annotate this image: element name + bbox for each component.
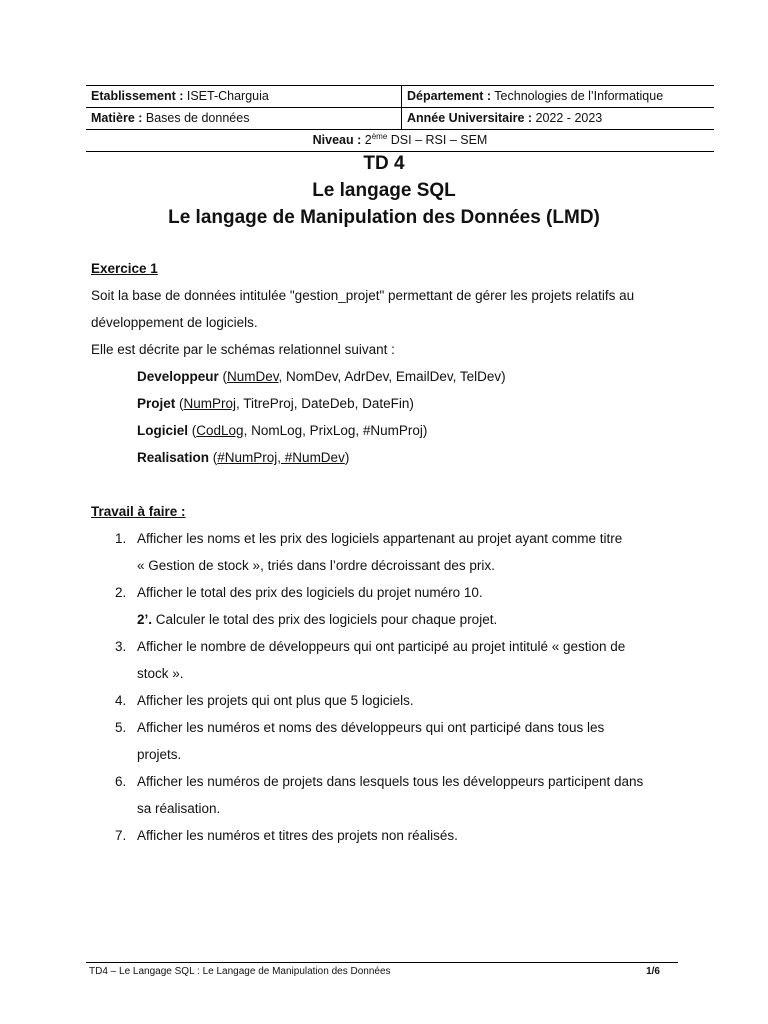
schema-real-key: #NumProj, #NumDev <box>217 450 345 465</box>
schema-logiciel: Logiciel (CodLog, NomLog, PrixLog, #NumProj) <box>137 423 428 438</box>
task-subitem <box>137 606 677 633</box>
header-row-2 <box>86 108 714 130</box>
annee-value: 2022 - 2023 <box>535 111 603 125</box>
annee-cell <box>402 108 714 129</box>
exercice-heading: Exercice 1 <box>91 261 158 276</box>
niveau-label: Niveau : <box>312 133 362 147</box>
task-text: Afficher les numéros de projets dans lesquels tous les développeurs participent dans <box>137 774 644 789</box>
intro-line-3: Elle est décrite par le schémas relationnel suivant : <box>91 342 395 357</box>
task-subitem-text: Calculer le total des prix des logiciels pour chaque projet. <box>152 612 498 627</box>
task-item-3 <box>91 633 677 687</box>
task-item-7 <box>91 822 677 849</box>
title-block <box>0 150 768 231</box>
footer-text: TD4 – Le Langage SQL : Le Langage de Manipulation des Données <box>89 966 391 977</box>
schema-log-attrs: , NomLog, PrixLog, #NumProj) <box>243 423 428 438</box>
matiere-cell <box>86 108 402 129</box>
schema-realisation: Realisation (#NumProj, #NumDev) <box>137 450 350 465</box>
task-item-6 <box>91 768 677 822</box>
task-text: Afficher les noms et les prix des logiciels appartenant au projet ayant comme titre <box>137 531 623 546</box>
task-number: 5. <box>115 720 127 735</box>
task-text: Afficher les projets qui ont plus que 5 logiciels. <box>137 693 414 708</box>
task-subitem-number: 2’. <box>137 612 153 627</box>
task-text: Afficher les numéros et noms des développeurs qui ont participé dans tous les <box>137 720 605 735</box>
intro-line-1: Soit la base de données intitulée "gestion_projet" permettant de gérer les projets relatifs au <box>91 288 635 303</box>
task-text: Afficher le nombre de développeurs qui ont participé au projet intitulé « gestion de <box>137 639 626 654</box>
schema-proj-key: NumProj <box>183 396 237 411</box>
page-footer <box>86 962 678 981</box>
etablissement-cell <box>86 86 402 107</box>
departement-cell <box>402 86 714 107</box>
title-sql: Le langage SQL <box>312 180 456 201</box>
travail-heading: Travail à faire : <box>91 504 186 519</box>
task-item-2 <box>91 579 677 633</box>
matiere-value: Bases de données <box>145 111 250 125</box>
header-table <box>86 85 714 152</box>
schema-real-name: Realisation <box>137 450 210 465</box>
schema-log-key: CodLog <box>196 423 244 438</box>
schema-developpeur: Developpeur (NumDev, NomDev, AdrDev, EmailDev, TelDev) <box>137 369 506 384</box>
task-list <box>91 525 677 849</box>
task-item-1 <box>91 525 677 579</box>
niveau-num: 2 <box>364 133 372 147</box>
schema-projet: Projet (NumProj, TitreProj, DateDeb, DateFin) <box>137 396 414 411</box>
document-body <box>91 255 677 849</box>
schema-proj-name: Projet <box>137 396 176 411</box>
task-text-cont: « Gestion de stock », triés dans l’ordre décroissant des prix. <box>137 558 495 573</box>
title-td: TD 4 <box>363 153 405 174</box>
task-text-cont: stock ». <box>137 666 184 681</box>
schema-log-name: Logiciel <box>137 423 189 438</box>
task-number: 6. <box>115 774 127 789</box>
etablissement-label: Etablissement : <box>91 89 184 103</box>
matiere-label: Matière : <box>91 111 143 125</box>
departement-value: Technologies de l’Informatique <box>494 89 664 103</box>
niveau-rest: DSI – RSI – SEM <box>390 133 488 147</box>
etablissement-value: ISET-Charguia <box>186 89 269 103</box>
page-number: 1/6 <box>646 966 660 977</box>
task-text-cont: projets. <box>137 747 182 762</box>
task-number: 4. <box>115 693 127 708</box>
schema-dev-key: NumDev <box>227 369 279 384</box>
niveau-sup: ème <box>371 131 388 141</box>
schema-proj-attrs: , TitreProj, DateDeb, DateFin) <box>236 396 414 411</box>
departement-label: Département : <box>407 89 492 103</box>
task-number: 7. <box>115 828 127 843</box>
title-lmd: Le langage de Manipulation des Données (LMD) <box>168 207 600 228</box>
task-text-cont: sa réalisation. <box>137 801 221 816</box>
task-number: 3. <box>115 639 127 654</box>
task-number: 1. <box>115 531 127 546</box>
task-item-5 <box>91 714 677 768</box>
task-number: 2. <box>115 585 127 600</box>
header-row-1 <box>86 85 714 108</box>
schema-real-attrs: ) <box>344 450 350 465</box>
task-text: Afficher le total des prix des logiciels du projet numéro 10. <box>137 585 483 600</box>
annee-label: Année Universitaire : <box>407 111 533 125</box>
schema-dev-name: Developpeur <box>137 369 219 384</box>
task-text: Afficher les numéros et titres des projets non réalisés. <box>137 828 458 843</box>
niveau-row <box>86 130 714 152</box>
task-item-4 <box>91 687 677 714</box>
intro-line-2: développement de logiciels. <box>91 315 258 330</box>
schema-dev-attrs: , NomDev, AdrDev, EmailDev, TelDev) <box>278 369 506 384</box>
